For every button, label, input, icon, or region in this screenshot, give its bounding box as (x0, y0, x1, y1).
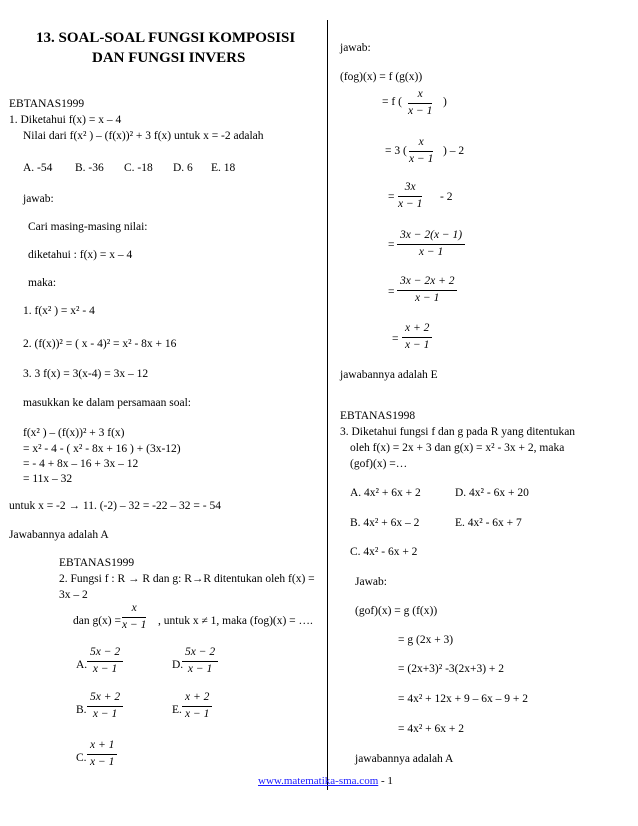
q1-option-a: A. -54 (23, 162, 53, 174)
gof-step-1: = g (2x + 3) (398, 634, 454, 646)
fog-step-1-prefix: = f ( (382, 96, 402, 108)
question-1: 1. Diketahui f(x) = x – 4 (9, 114, 122, 126)
expr-line-4: = 11x – 32 (23, 473, 73, 485)
q1-option-c: C. -18 (124, 162, 153, 174)
fog-step-6-fraction: $\frac{x + 2}{x - 1}$ (402, 323, 432, 351)
jawab-3: Jawab: (355, 576, 387, 588)
source-1: EBTANAS1999 (9, 98, 85, 110)
fog-step-1-suffix: ) (443, 96, 447, 108)
answer-3: jawabannya adalah A (355, 753, 454, 765)
q3-option-a: A. 4x² + 6x + 2 (350, 487, 421, 499)
q2-option-e-fraction: $\frac{x + 2}{x - 1}$ (182, 692, 212, 720)
answer-1: Jawabannya adalah A (9, 529, 109, 541)
fog-step-6-eq: = (392, 333, 399, 345)
source-2: EBTANAS1999 (59, 557, 135, 569)
expr-line-1: f(x² ) – (f(x))² + 3 f(x) (23, 427, 125, 439)
step-1: 1. f(x² ) = x² - 4 (23, 305, 95, 317)
maka-text: maka: (28, 277, 57, 289)
q3-option-d: D. 4x² - 6x + 20 (455, 487, 529, 499)
title-line-2: DAN FUNGSI INVERS (92, 50, 246, 66)
fog-step-4-eq: = (388, 239, 395, 251)
footer-link[interactable]: www.matematika-sma.com (258, 775, 379, 787)
question-3-line-1: 3. Diketahui fungsi f dan g pada R yang ditentukan (340, 426, 576, 438)
gof-line: (gof)(x) = g (f(x)) (355, 605, 438, 617)
q3-option-c: C. 4x² - 6x + 2 (350, 546, 418, 558)
question-3-line-3: (gof)(x) =… (350, 458, 408, 470)
fog-step-3-eq: = (388, 191, 395, 203)
question-2-tail: , untuk x ≠ 1, maka (fog)(x) = …. (158, 615, 313, 627)
fog-step-3-suffix: - 2 (440, 191, 453, 203)
masukkan-text: masukkan ke dalam persamaan soal: (23, 397, 191, 409)
q2-option-c-label: C. (76, 752, 87, 764)
fog-line: (fog)(x) = f (g(x)) (340, 71, 423, 83)
gof-step-4: = 4x² + 6x + 2 (398, 723, 465, 735)
expr-line-2: = x² - 4 - ( x² - 8x + 16 ) + (3x-12) (23, 443, 181, 455)
diketahui-text: diketahui : f(x) = x – 4 (28, 249, 133, 261)
question-2-line-2: 3x – 2 (59, 589, 88, 601)
q1-option-b: B. -36 (75, 162, 104, 174)
footer (258, 776, 393, 787)
fog-step-2-fraction: $\frac{x}{x - 1}$ (409, 136, 434, 165)
title-line-1: 13. SOAL-SOAL FUNGSI KOMPOSISI (36, 30, 296, 46)
jawab-1: jawab: (23, 193, 54, 205)
q3-option-e: E. 4x² - 6x + 7 (455, 517, 522, 529)
question-2-line-1: 2. Fungsi f : R → R dan g: R→R ditentukan oleh f(x) = (59, 573, 315, 585)
q2-option-a-label: A. (76, 659, 88, 671)
q3-option-b: B. 4x² + 6x – 2 (350, 517, 420, 529)
question-3-line-2: oleh f(x) = 2x + 3 dan g(x) = x² - 3x + 2, maka (350, 442, 565, 454)
page-number: - 1 (378, 775, 393, 787)
question-2-g-label: dan g(x) = (73, 615, 121, 627)
expr-line-3: = - 4 + 8x – 16 + 3x – 12 (23, 458, 139, 470)
fog-step-5-eq: = (388, 286, 395, 298)
cari-text: Cari masing-masing nilai: (28, 221, 148, 233)
q2-option-d-fraction: $\frac{5x - 2}{x - 1}$ (182, 647, 218, 675)
source-3: EBTANAS1998 (340, 410, 416, 422)
fog-step-2-suffix: ) – 2 (443, 145, 465, 157)
fog-step-3-fraction: $\frac{3x}{x - 1}$ (398, 181, 423, 210)
fog-step-2-prefix: = 3 ( (385, 145, 407, 157)
q2-option-b-label: B. (76, 704, 87, 716)
fog-step-5-fraction: $\frac{3x - 2x + 2}{x - 1}$ (397, 276, 457, 304)
q2-option-d-label: D. (172, 659, 184, 671)
q2-option-e-label: E. (172, 704, 182, 716)
step-3: 3. 3 f(x) = 3(x-4) = 3x – 12 (23, 368, 149, 380)
column-divider (327, 20, 328, 790)
fog-step-4-fraction: $\frac{3x - 2(x - 1)}{x - 1}$ (397, 230, 465, 258)
g-fraction: $\frac{x}{x - 1}$ (122, 602, 147, 631)
step-2: 2. (f(x))² = ( x - 4)² = x² - 8x + 16 (23, 338, 177, 350)
gof-step-3: = 4x² + 12x + 9 – 6x – 9 + 2 (398, 693, 529, 705)
question-1-text: Nilai dari f(x² ) – (f(x))² + 3 f(x) untuk x = -2 adalah (23, 130, 264, 142)
q2-option-a-fraction: $\frac{5x - 2}{x - 1}$ (87, 647, 123, 675)
q1-option-d: D. 6 (173, 162, 193, 174)
q1-option-e: E. 18 (211, 162, 236, 174)
gof-step-2: = (2x+3)² -3(2x+3) + 2 (398, 663, 505, 675)
fog-step-1-fraction: $\frac{x}{x - 1}$ (408, 88, 433, 117)
untuk-line: untuk x = -2 → 11. (-2) – 32 = -22 – 32 = - 54 (9, 500, 221, 512)
jawab-2: jawab: (340, 42, 371, 54)
q2-option-b-fraction: $\frac{5x + 2}{x - 1}$ (87, 692, 123, 720)
q2-option-c-fraction: $\frac{x + 1}{x - 1}$ (87, 740, 117, 768)
answer-2: jawabannya adalah E (340, 369, 438, 381)
